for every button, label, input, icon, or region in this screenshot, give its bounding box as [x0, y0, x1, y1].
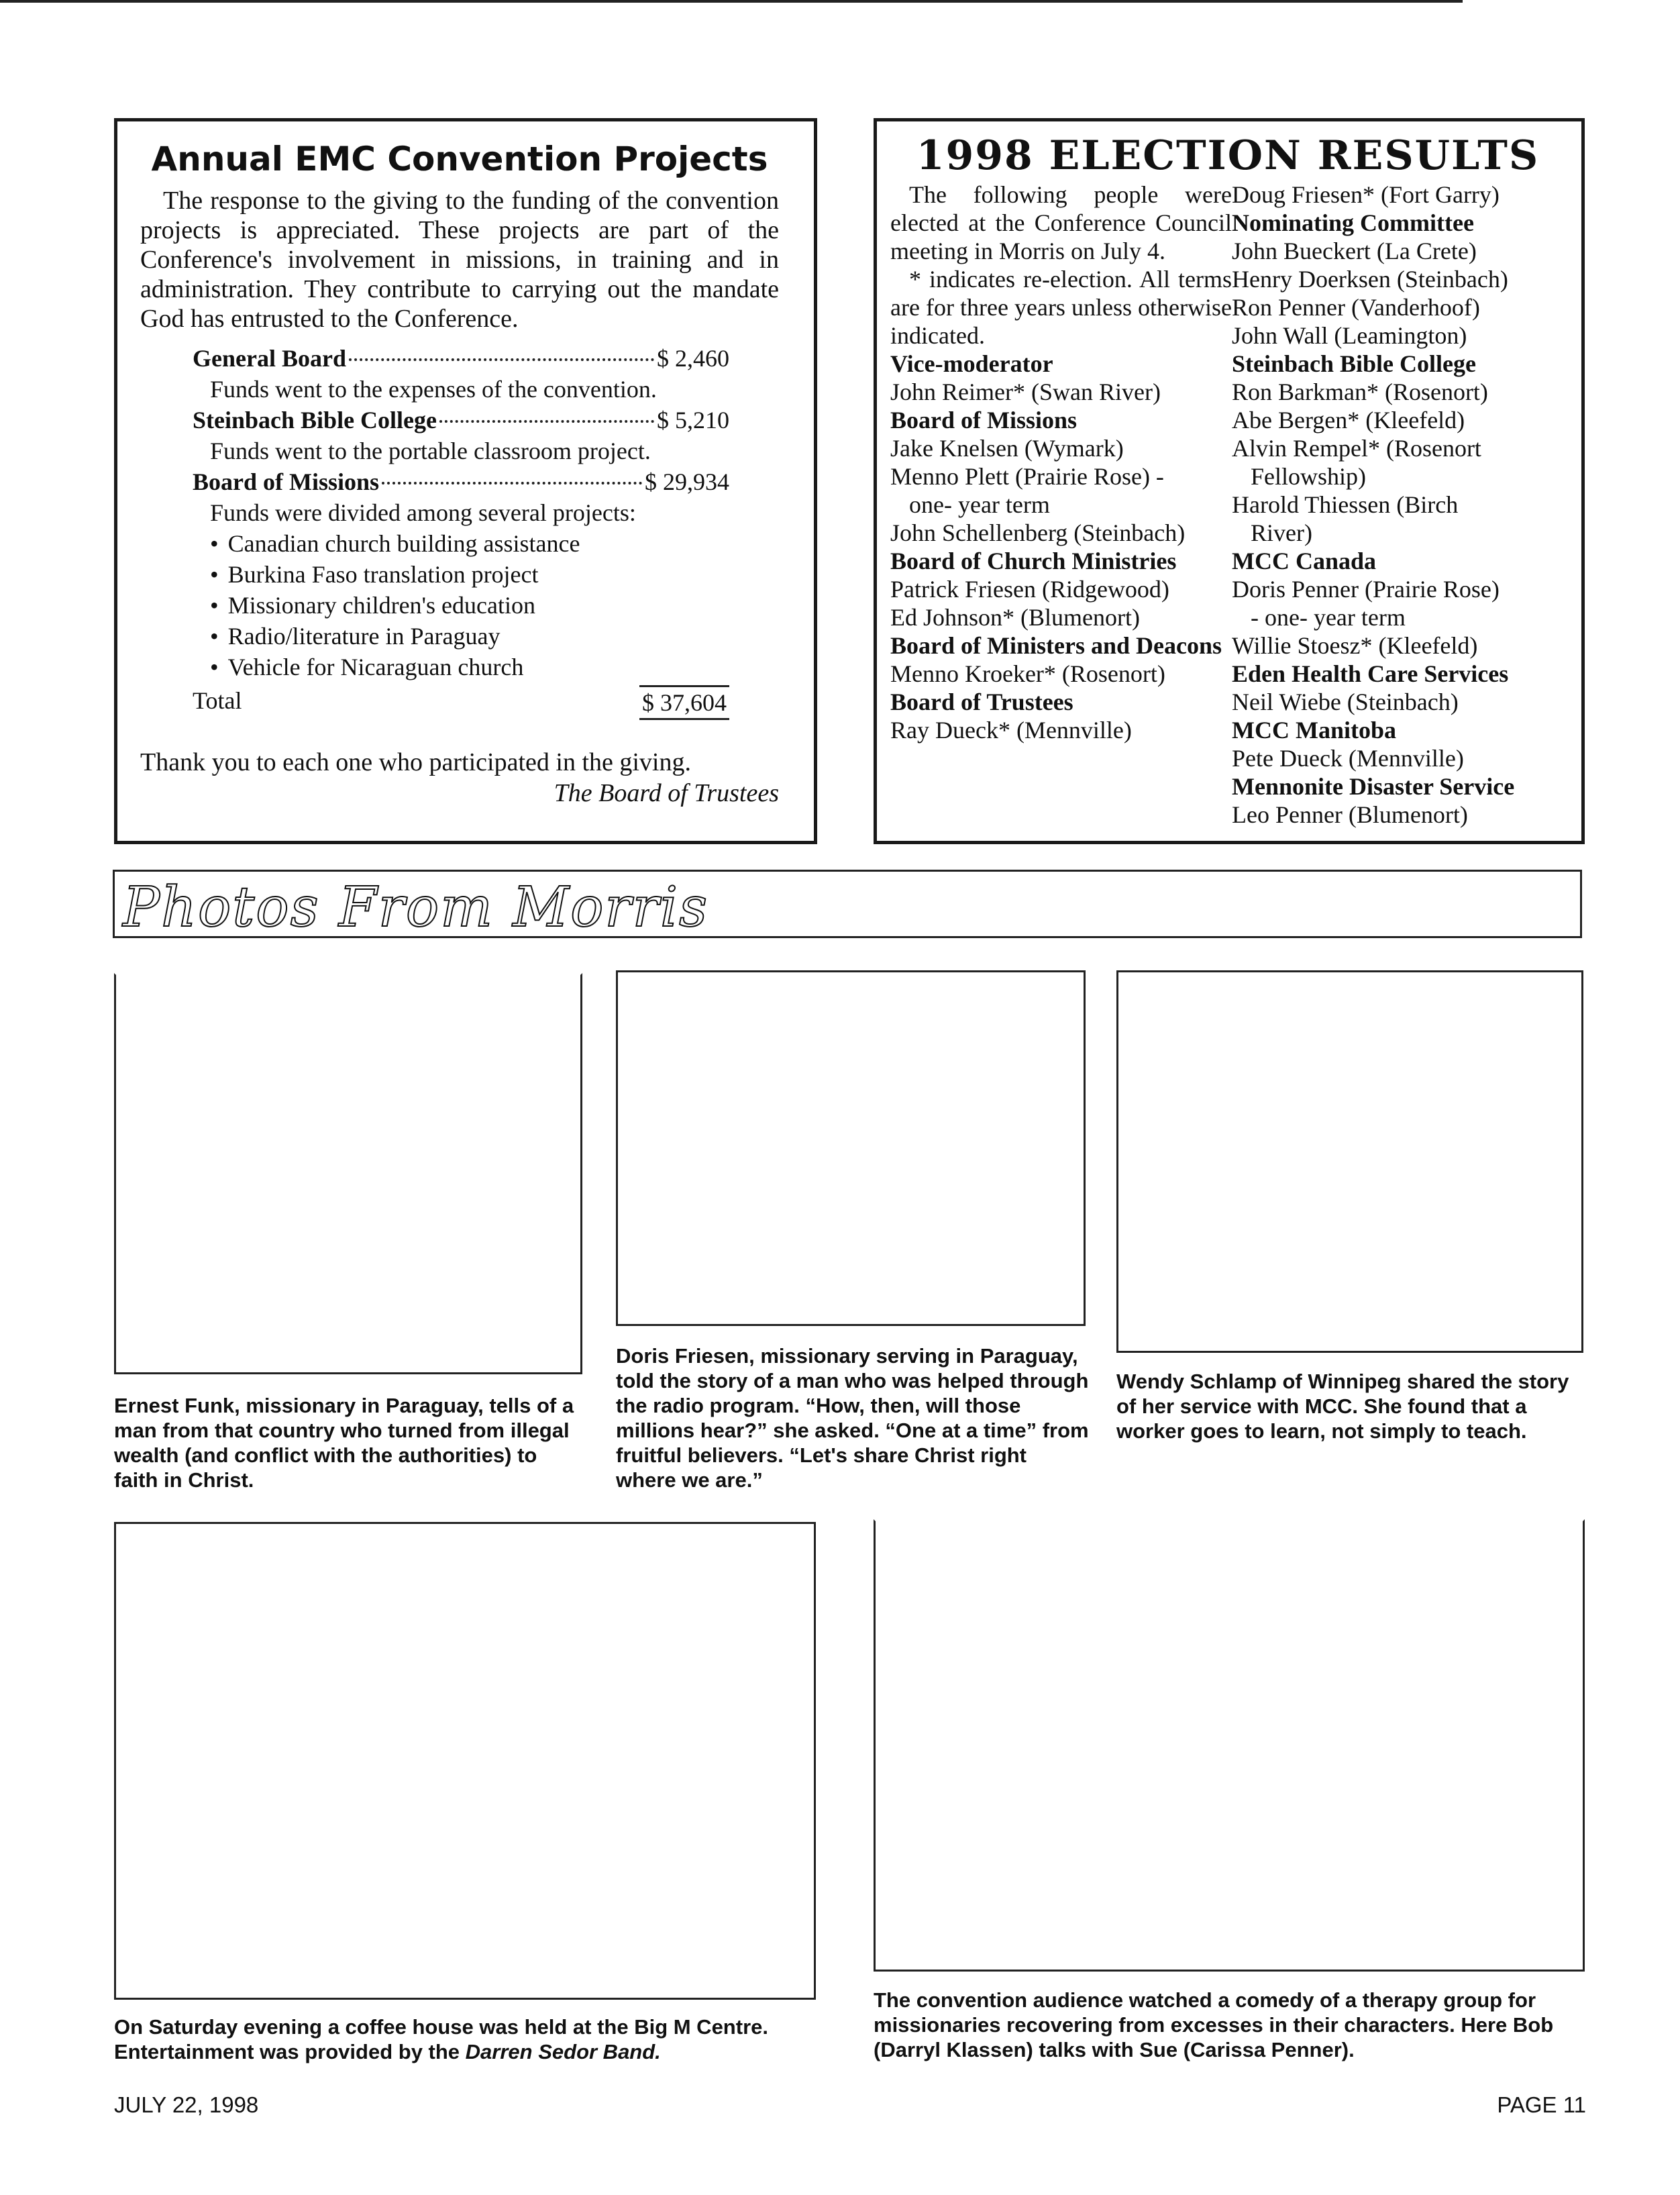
election-name: John Schellenberg (Steinbach) — [890, 519, 1186, 546]
election-name: Menno Kroeker* (Rosenort) — [890, 660, 1165, 687]
election-name: Menno Plett (Prairie Rose) - — [890, 463, 1164, 490]
thanks-note: Thank you to each one who participated in the giving. — [140, 748, 691, 776]
photo-ernest-funk — [114, 973, 582, 1374]
election-name: Ron Barkman* (Rosenort) — [1231, 378, 1488, 405]
ledger-amount: $ 29,934 — [645, 468, 729, 495]
project-item: • Missionary children's education — [210, 590, 729, 621]
election-left-column — [890, 181, 1232, 829]
election-heading: Eden Health Care Services — [1231, 660, 1509, 687]
caption-ernest-funk: Ernest Funk, missionary in Paraguay, tells of a man from that country who turned from illegal wealth (and conflict with the authorities) to faith in Christ. — [114, 1394, 574, 1492]
election-results-box — [874, 118, 1585, 844]
signature: The Board of Trustees — [554, 779, 779, 807]
election-name: Jake Knelsen (Wymark) — [890, 435, 1124, 462]
election-heading: Nominating Committee — [1231, 209, 1474, 236]
footer-page-number: PAGE 11 — [1497, 2092, 1586, 2117]
total-amount: $ 37,604 — [639, 685, 729, 720]
project-list — [193, 528, 729, 682]
election-name: Pete Dueck (Mennville) — [1231, 745, 1464, 772]
ledger-row-steinbach-bible-college — [193, 405, 729, 436]
caption-coffee-text: On Saturday evening a coffee house was held at the Big M Centre. Entertainment was provided by the — [114, 2015, 768, 2063]
election-columns — [890, 181, 1565, 829]
election-name: Neil Wiebe (Steinbach) — [1231, 688, 1459, 715]
footer-date: JULY 22, 1998 — [114, 2092, 259, 2117]
project-item: • Burkina Faso translation project — [210, 559, 729, 590]
election-name: John Reimer* (Swan River) — [890, 378, 1161, 405]
ledger-label: General Board — [193, 345, 346, 372]
top-rule — [0, 0, 1463, 3]
caption-band-name: Darren Sedor Band. — [465, 2040, 661, 2063]
election-name: River) — [1250, 519, 1312, 546]
convention-intro: The response to the giving to the funding of the convention projects is appreciated. These projects are part of the Conference's involvement in missions, in training and in administration. They contribute to carrying out the mandate God has entrusted to the Conference. — [140, 187, 779, 333]
convention-projects-box — [114, 118, 817, 844]
election-name: Doris Penner (Prairie Rose) — [1231, 576, 1500, 603]
election-heading: MCC Canada — [1231, 548, 1376, 574]
election-heading: Steinbach Bible College — [1231, 350, 1476, 377]
election-note: * indicates re-election. All terms are for three years unless otherwise indicated. — [890, 266, 1232, 349]
election-name: Harold Thiessen (Birch — [1231, 491, 1459, 518]
election-name: Doug Friesen* (Fort Garry) — [1231, 181, 1500, 208]
ledger-label: Steinbach Bible College — [193, 407, 437, 433]
ledger-note: Funds went to the expenses of the convention. — [210, 376, 657, 403]
ledger-row-general-board — [193, 343, 729, 374]
election-name: Ray Dueck* (Mennville) — [890, 717, 1132, 744]
election-name: John Wall (Leamington) — [1231, 322, 1467, 349]
ledger-amount: $ 5,210 — [657, 407, 729, 433]
photo-comedy-skit — [874, 1519, 1585, 1972]
ledger-amount: $ 2,460 — [657, 345, 729, 372]
project-item: • Radio/literature in Paraguay — [210, 621, 729, 652]
election-heading: Board of Church Ministries — [890, 548, 1177, 574]
election-heading: MCC Manitoba — [1231, 717, 1396, 744]
leader-dots — [439, 420, 654, 423]
election-heading: Vice-moderator — [890, 350, 1053, 377]
ledger-note: Funds were divided among several projects: — [210, 499, 636, 526]
election-name: Leo Penner (Blumenort) — [1231, 801, 1468, 828]
funding-ledger — [193, 343, 729, 720]
leader-dots — [349, 358, 654, 361]
caption-comedy-skit: The convention audience watched a comedy of a therapy group for missionaries recovering from excesses in their characters. Here Bob (Darryl Klassen) talks with Sue (Carissa Penner). — [874, 1988, 1554, 2061]
election-name: one- year term — [909, 491, 1050, 518]
total-label: Total — [193, 687, 242, 714]
photo-coffee-house — [114, 1522, 816, 2000]
ledger-row-board-of-missions — [193, 466, 729, 497]
election-name: Henry Doerksen (Steinbach) — [1231, 266, 1508, 293]
election-right-column — [1232, 181, 1565, 829]
election-title: 1998 ELECTION RESULTS — [916, 132, 1540, 179]
election-name: Ron Penner (Vanderhoof) — [1231, 294, 1480, 321]
election-name: Alvin Rempel* (Rosenort — [1231, 435, 1481, 462]
election-heading: Mennonite Disaster Service — [1231, 773, 1515, 800]
election-name: Patrick Friesen (Ridgewood) — [890, 576, 1169, 603]
caption-coffee-house — [114, 2014, 832, 2064]
project-item: • Canadian church building assistance — [210, 528, 729, 559]
convention-title: Annual EMC Convention Projects — [151, 140, 768, 178]
leader-dots — [382, 482, 642, 484]
total-row — [193, 685, 729, 720]
election-heading: Board of Ministers and Deacons — [890, 632, 1222, 659]
election-name: Ed Johnson* (Blumenort) — [890, 604, 1140, 631]
election-intro: The following people were elected at the Conference Council meeting in Morris on July 4. — [890, 181, 1232, 264]
ledger-note: Funds went to the portable classroom project. — [210, 438, 651, 464]
ledger-label: Board of Missions — [193, 468, 380, 495]
photo-doris-friesen — [616, 970, 1086, 1326]
election-name: Abe Bergen* (Kleefeld) — [1231, 407, 1465, 433]
election-name: Willie Stoesz* (Kleefeld) — [1231, 632, 1478, 659]
project-item: • Vehicle for Nicaraguan church — [210, 652, 729, 682]
election-heading: Board of Missions — [890, 407, 1078, 433]
election-name: Fellowship) — [1250, 463, 1366, 490]
photo-wendy-schlamp — [1116, 970, 1583, 1353]
caption-doris-friesen: Doris Friesen, missionary serving in Paraguay, told the story of a man who was helped through the radio program. “How, then, will those millions hear?” she asked. “One at a time” from fruitful believers. “Let's share Christ right where we are.” — [616, 1344, 1089, 1492]
photos-banner-title: Photos From Morris — [123, 876, 709, 939]
election-name: - one- year term — [1250, 604, 1406, 631]
election-right-list — [1232, 181, 1565, 829]
caption-wendy-schlamp: Wendy Schlamp of Winnipeg shared the story of her service with MCC. She found that a worker goes to learn, not simply to teach. — [1116, 1370, 1569, 1443]
election-heading: Board of Trustees — [890, 688, 1073, 715]
photos-banner — [113, 870, 1582, 938]
election-name: John Bueckert (La Crete) — [1231, 238, 1477, 264]
election-left-list — [890, 350, 1232, 744]
